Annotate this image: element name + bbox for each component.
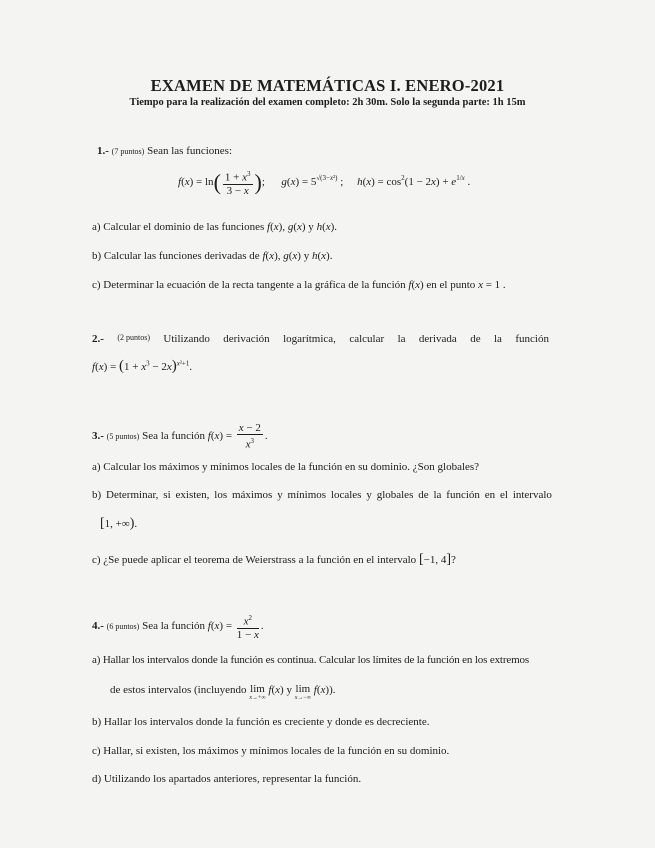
limit-minus-infinity: lim x→−∞ [294, 683, 312, 701]
q4-part-a-line1: a) Hallar los intervalos donde la función es continua. Calcular los límites de la función en los extremos [92, 654, 529, 666]
q1-part-c: c) Determinar la ecuación de la recta tangente a la gráfica de la función f(x) en el punto x = 1 . [92, 279, 506, 291]
q4-header: 4.- (6 puntos) Sea la función f(x) = $\frac{x^2}{1 - x}$ . [92, 614, 264, 641]
q4-points: (6 puntos) [106, 621, 140, 631]
limit-plus-infinity: lim x→+∞ [249, 683, 266, 701]
page-subtitle: Tiempo para la realización del examen completo: 2h 30m. Solo la segunda parte: 1h 15m [129, 97, 526, 108]
q2-points: (2 puntos) [117, 333, 150, 342]
q3-intro: Sea la función [142, 429, 206, 442]
q3-number: 3.- [92, 429, 104, 442]
q4-part-d: d) Utilizando los apartados anteriores, representar la función. [92, 773, 362, 785]
q3-part-b: b) Determinar, si existen, los máximos y mínimos locales y globales de la función en el intervalo [92, 489, 552, 501]
q4-intro: Sea la función [142, 619, 206, 632]
q4-part-c: c) Hallar, si existen, los máximos y mínimos locales de la función en su dominio. [92, 745, 450, 757]
q2-statement: 2.- (2 puntos) Utilizando derivación logarítmica, calcular la derivada de la función [92, 333, 549, 345]
q1-number: 1.- [97, 145, 109, 157]
q4-number: 4.- [92, 619, 104, 632]
q1-part-b: b) Calcular las funciones derivadas de f(x), g(x) y h(x). [92, 250, 333, 262]
q3-part-c: c) ¿Se puede aplicar el teorema de Weierstrass a la función en el intervalo [−1, 4]? [92, 552, 456, 567]
q1-functions-formula: f(x) = ln( $\frac{1 + x^3}{3 - x}$ ); $g(x) = 5^{√(3-x^2)}$ ; $h(x) = \cos^2(1 - 2x) + e^{1/x}$ . [178, 169, 471, 197]
q1-intro: Sean las funciones: [147, 145, 233, 157]
q1-part-a: a) Calcular el dominio de las funciones f(x), g(x) y h(x). [92, 221, 338, 233]
q1-points: (7 puntos) [111, 147, 145, 156]
q3-interval: [1, +∞). [100, 516, 138, 531]
q3-part-a: a) Calcular los máximos y mínimos locales de la función en su dominio. ¿Son globales? [92, 461, 480, 473]
q1-header [97, 145, 232, 157]
q2-formula: $f(x) = (1 + x^3 - 2x)^{x^2+1}$. [92, 358, 193, 374]
q3-points: (5 puntos) [106, 431, 140, 441]
q3-header: 3.- (5 puntos) Sea la función f(x) = $\frac{x - 2}{x^3}$ . [92, 422, 268, 451]
q2-number: 2.- [92, 333, 104, 345]
q4-part-a-line2: de estos intervalos (incluyendo lim x→+∞ f(x) y lim x→−∞ f(x)). [110, 683, 336, 701]
page-title: EXAMEN DE MATEMÁTICAS I. ENERO-2021 [150, 76, 505, 95]
q4-part-b: b) Hallar los intervalos donde la función es creciente y donde es decreciente. [92, 716, 430, 728]
